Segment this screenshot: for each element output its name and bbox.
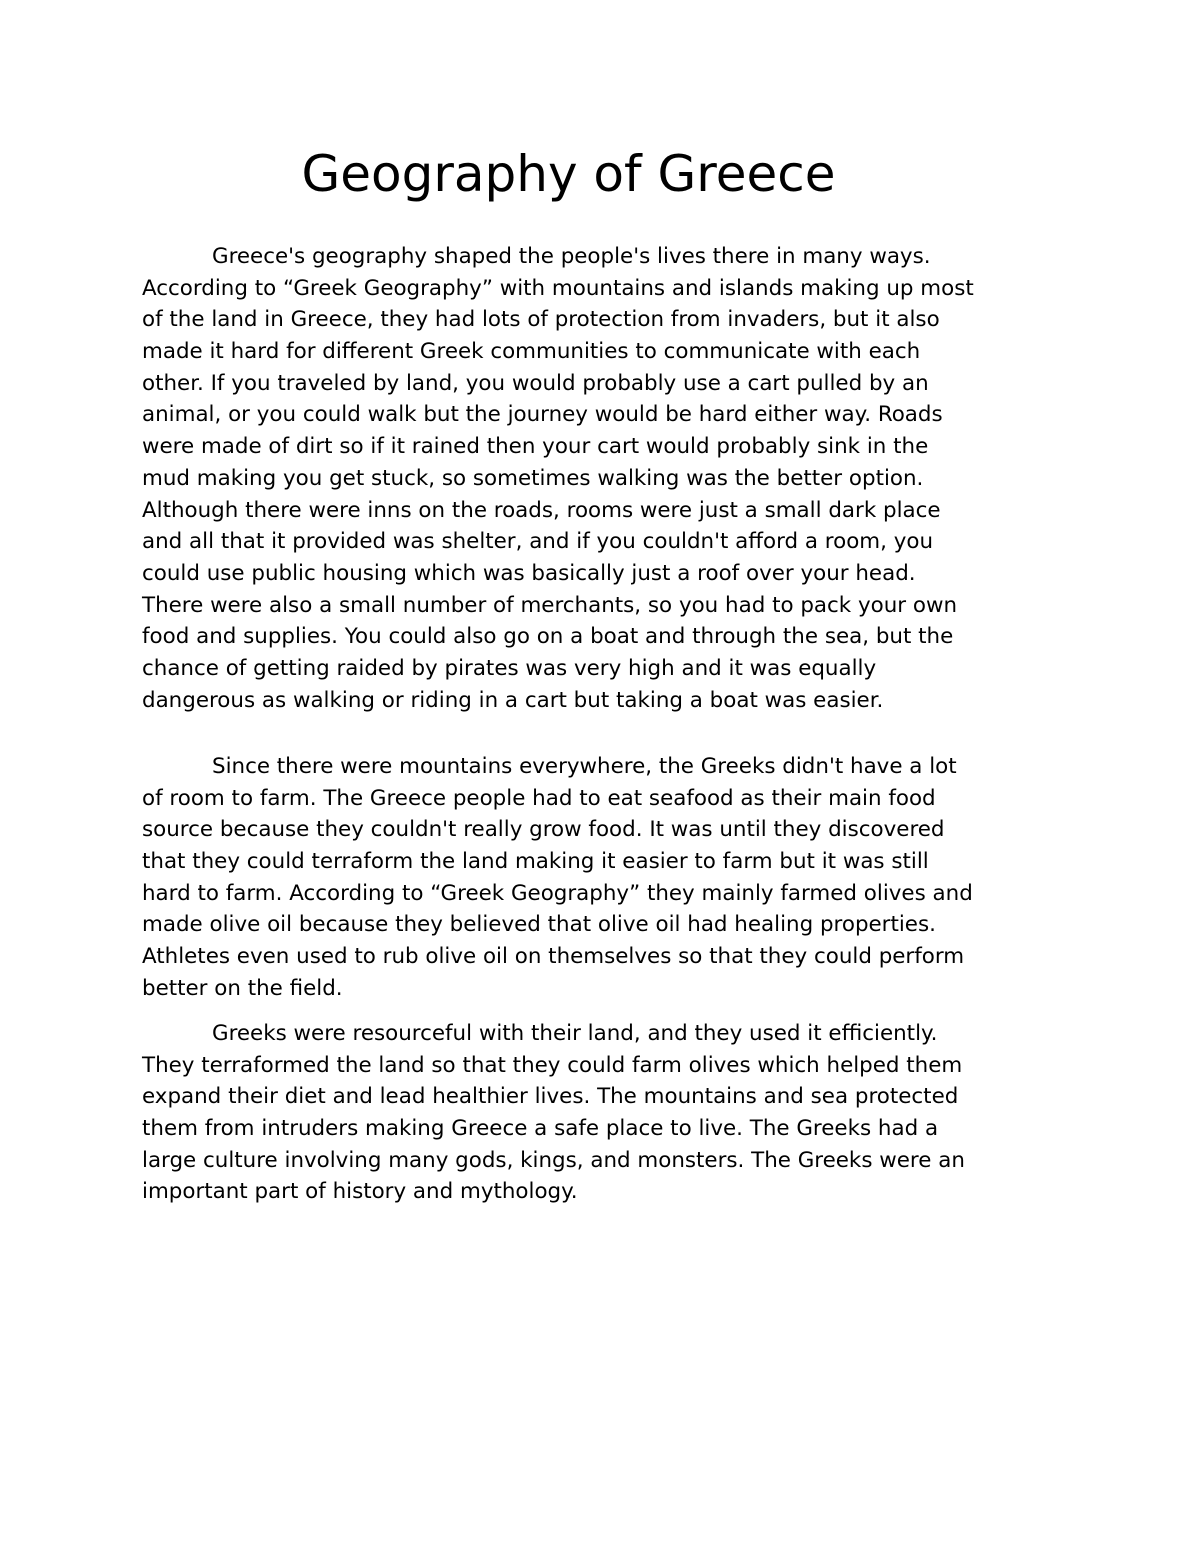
- paragraph-1: [142, 241, 1077, 716]
- paragraph-line: them from intruders making Greece a safe place to live. The Greeks had a: [142, 1116, 939, 1142]
- paragraph-line: that they could terraform the land making it easier to farm but it was still: [142, 849, 929, 875]
- paragraph-line: animal, or you could walk but the journey would be hard either way. Roads: [142, 402, 943, 428]
- paragraph-line: Greece's geography shaped the people's lives there in many ways.: [212, 244, 931, 269]
- paragraph-line: source because they couldn't really grow food. It was until they discovered: [142, 817, 945, 843]
- paragraph-line: better on the field.: [142, 975, 343, 1001]
- paragraph-line: important part of history and mythology.: [142, 1179, 578, 1205]
- paragraph-line: food and supplies. You could also go on a boat and through the sea, but the: [142, 624, 954, 650]
- paragraph-line: of the land in Greece, they had lots of protection from invaders, but it also: [142, 307, 940, 333]
- paragraph-line: dangerous as walking or riding in a cart but taking a boat was easier.: [142, 687, 884, 713]
- paragraph-line: Since there were mountains everywhere, the Greeks didn't have a lot: [212, 754, 957, 779]
- paragraph-line: other. If you traveled by land, you would probably use a cart pulled by an: [142, 370, 929, 396]
- paragraph-line: made it hard for different Greek communities to communicate with each: [142, 339, 921, 365]
- paragraph-line: could use public housing which was basically just a roof over your head.: [142, 560, 916, 586]
- paragraph-line: According to “Greek Geography” with mountains and islands making up most: [142, 275, 974, 301]
- paragraph-line: expand their diet and lead healthier lives. The mountains and sea protected: [142, 1084, 959, 1110]
- paragraph-line: Although there were inns on the roads, rooms were just a small dark place: [142, 497, 941, 523]
- paragraph-line: hard to farm. According to “Greek Geography” they mainly farmed olives and: [142, 880, 973, 906]
- paragraph-line: There were also a small number of merchants, so you had to pack your own: [142, 592, 958, 618]
- paragraph-line: They terraformed the land so that they could farm olives which helped them: [142, 1052, 963, 1078]
- document-title: Geography of Greece: [301, 145, 836, 203]
- paragraph-line: mud making you get stuck, so sometimes walking was the better option.: [142, 465, 924, 491]
- paragraph-line: were made of dirt so if it rained then your cart would probably sink in the: [142, 434, 929, 460]
- paragraph-line: large culture involving many gods, kings, and monsters. The Greeks were an: [142, 1147, 965, 1173]
- paragraph-line: of room to farm. The Greece people had to eat seafood as their main food: [142, 785, 936, 811]
- paragraph-line: Greeks were resourceful with their land, and they used it efficiently.: [212, 1021, 938, 1046]
- paragraph-line: and all that it provided was shelter, and if you couldn't afford a room, you: [142, 529, 934, 555]
- paragraph-line: made olive oil because they believed that olive oil had healing properties.: [142, 912, 936, 938]
- paragraph-line: chance of getting raided by pirates was very high and it was equally: [142, 655, 877, 681]
- paragraph-3: [142, 1018, 1077, 1208]
- paragraph-line: Athletes even used to rub olive oil on themselves so that they could perform: [142, 944, 965, 970]
- paragraph-2: [142, 751, 1077, 1005]
